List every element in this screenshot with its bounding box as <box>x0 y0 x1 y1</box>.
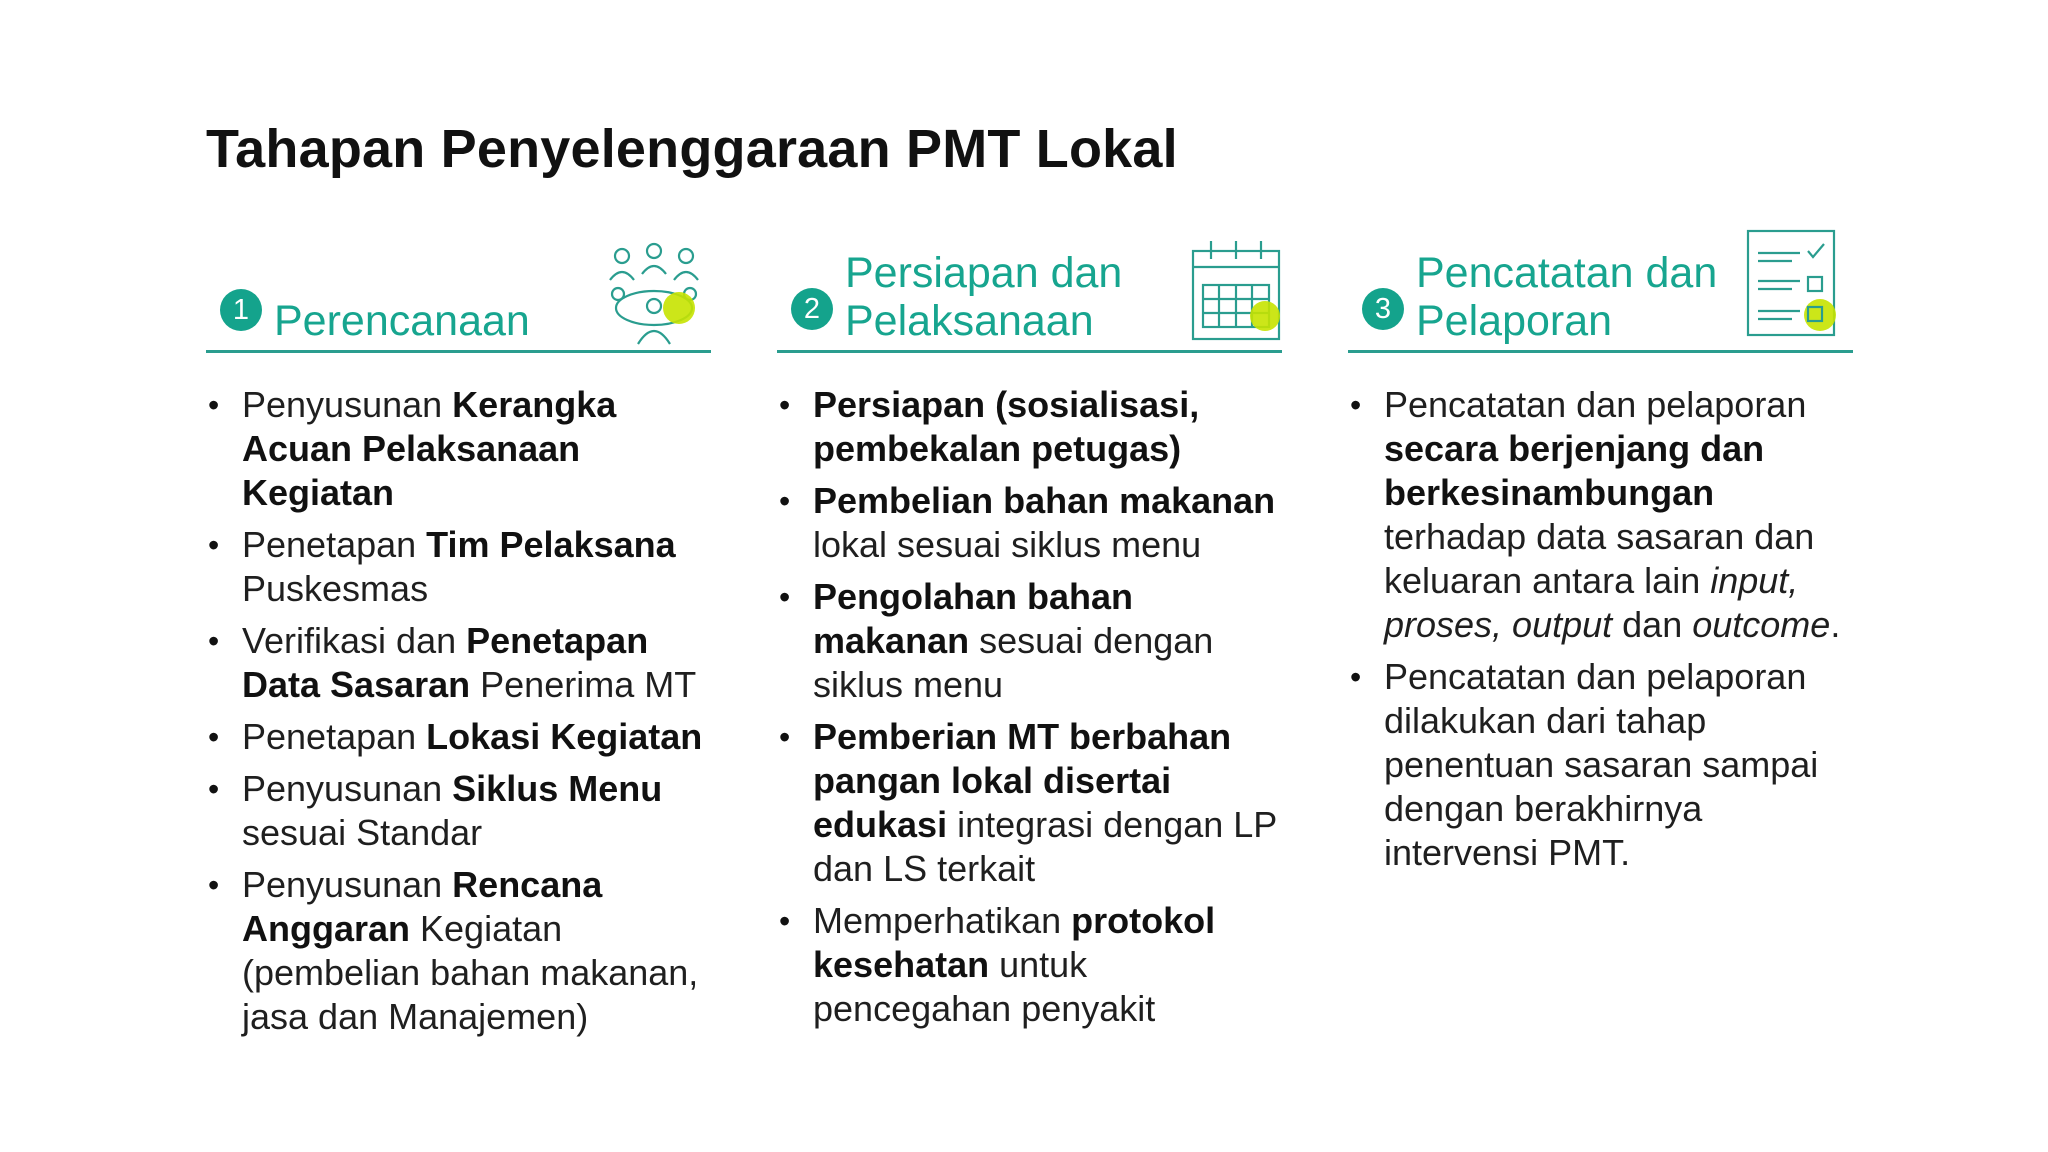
calendar-icon <box>1189 237 1283 345</box>
text: Puskesmas <box>242 568 429 609</box>
text: Verifikasi dan <box>242 620 467 661</box>
bold-text: Pemberian MT berbahan pangan lokal disertai edukasi <box>813 716 1232 845</box>
column-header <box>777 235 1282 353</box>
checklist-report-icon <box>1744 227 1840 339</box>
text: Memperhatikan <box>813 900 1072 941</box>
bold-text: Pengolahan bahan makanan <box>813 576 1134 661</box>
bullet-item <box>206 619 711 707</box>
text: Penyusunan <box>242 864 453 905</box>
step-number-badge: 2 <box>791 288 833 330</box>
column-pencatatan-pelaporan <box>1348 235 1853 1025</box>
text: Penyusunan <box>242 384 453 425</box>
text: sesuai dengan siklus menu <box>813 620 1214 705</box>
column-persiapan-pelaksanaan <box>777 235 1282 1029</box>
bullet-item <box>206 767 711 855</box>
text: sesuai Standar <box>242 812 483 853</box>
bullet-list <box>1348 383 1853 883</box>
italic-text: input, proses, output <box>1384 560 1799 645</box>
bullet-item <box>1348 383 1853 647</box>
text: Kegiatan (pembelian bahan makanan, jasa dan Manajemen) <box>242 908 699 1037</box>
text: Penetapan <box>242 524 427 565</box>
text: Penerima MT <box>470 664 697 705</box>
bold-text: Kerangka Acuan Pelaksanaan Kegiatan <box>242 384 617 513</box>
column-header <box>1348 235 1853 353</box>
bullet-item <box>777 383 1282 471</box>
italic-text: outcome <box>1692 604 1831 645</box>
step-number-badge: 1 <box>220 289 262 331</box>
column-title: Pencatatan dan Pelaporan <box>1416 249 1718 345</box>
bullet-item <box>206 715 711 759</box>
column-title: Persiapan dan Pelaksanaan <box>845 249 1123 345</box>
text: lokal sesuai siklus menu <box>813 524 1202 565</box>
bullet-item <box>206 863 711 1039</box>
bold-text: Tim Pelaksana <box>426 524 676 565</box>
text: . <box>1830 604 1841 645</box>
bullet-item <box>777 715 1282 891</box>
bold-text: Penetapan Data Sasaran <box>242 620 649 705</box>
bullet-item <box>777 899 1282 1031</box>
bold-text: protokol kesehatan <box>813 900 1216 985</box>
bullet-list <box>206 383 711 1047</box>
text: integrasi dengan LP dan LS terkait <box>813 804 1277 889</box>
step-number-badge: 3 <box>1362 288 1404 330</box>
bold-text: Rencana Anggaran <box>242 864 603 949</box>
bold-text: Pembelian bahan makanan <box>813 480 1276 521</box>
text: terhadap data sasaran dan keluaran antara lain <box>1384 516 1815 601</box>
text: Pencatatan dan pelaporan dilakukan dari tahap penentuan sasaran sampai dengan berakhirnya intervensi PMT. <box>1384 656 1819 873</box>
bullet-item <box>206 383 711 515</box>
bullet-item <box>777 575 1282 707</box>
bullet-item <box>1348 655 1853 875</box>
text: Penetapan <box>242 716 427 757</box>
text: Pencatatan dan pelaporan <box>1384 384 1807 425</box>
column-title: Perencanaan <box>274 297 530 345</box>
text: untuk pencegahan penyakit <box>813 944 1156 1029</box>
team-meeting-icon <box>604 242 704 347</box>
slide-title: Tahapan Penyelenggaraan PMT Lokal <box>206 119 1178 179</box>
column-perencanaan <box>206 235 711 1037</box>
bullet-item <box>206 523 711 611</box>
bold-text: secara berjenjang dan berkesinambungan <box>1384 428 1765 513</box>
text: Penyusunan <box>242 768 453 809</box>
text: dan <box>1612 604 1693 645</box>
bullet-item <box>777 479 1282 567</box>
bold-text: Siklus Menu <box>452 768 663 809</box>
bold-text: Lokasi Kegiatan <box>426 716 703 757</box>
bold-text: Persiapan (sosialisasi, pembekalan petugas) <box>813 384 1200 469</box>
column-header <box>206 235 711 353</box>
bullet-list <box>777 383 1282 1039</box>
